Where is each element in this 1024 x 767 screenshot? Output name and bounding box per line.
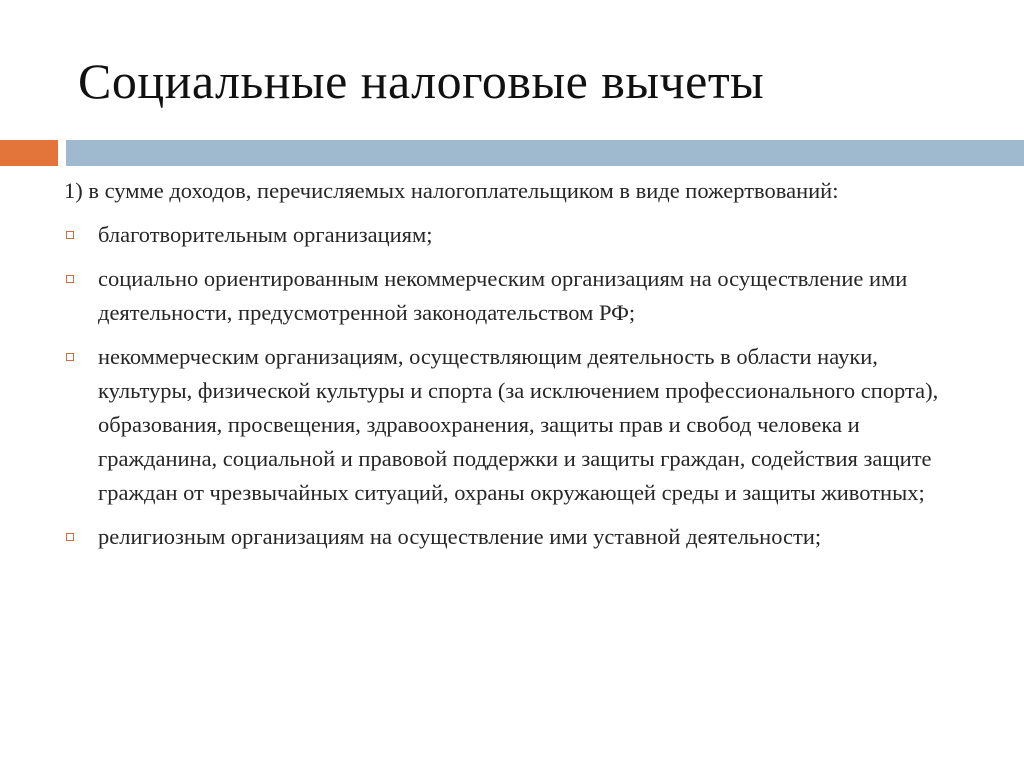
list-item-text: некоммерческим организациям, осуществляющим деятельность в области науки, культуры, физической культуры и спорта (за исключением профессионального спорта), образования, просвещения, здравоохранения, защиты прав и свобод человека и гражданина, социальной и правовой поддержки и защиты граждан, содействия защите граждан от чрезвычайных ситуаций, охраны окружающей среды и защиты животных; (98, 344, 939, 505)
list-item-text: религиозным организациям на осуществление ими уставной деятельности; (98, 524, 822, 549)
square-outline-icon (66, 275, 74, 283)
accent-bar (0, 140, 58, 166)
header-divider-bar (66, 140, 1024, 166)
list-item (64, 520, 964, 554)
square-outline-icon (66, 353, 74, 361)
bullet-list (64, 218, 964, 554)
list-item (64, 218, 964, 252)
page-title: Социальные налоговые вычеты (78, 53, 765, 109)
square-outline-icon (66, 533, 74, 541)
list-item-text: благотворительным организациям; (98, 222, 433, 247)
intro-text: 1) в сумме доходов, перечисляемых налогоплательщиком в виде пожертвований: (64, 178, 839, 203)
slide-content (64, 174, 964, 554)
list-item (64, 262, 964, 330)
list-item (64, 340, 964, 510)
list-item-text: социально ориентированным некоммерческим организациям на осуществление ими деятельности, предусмотренной законодательством РФ; (98, 266, 908, 325)
square-outline-icon (66, 231, 74, 239)
